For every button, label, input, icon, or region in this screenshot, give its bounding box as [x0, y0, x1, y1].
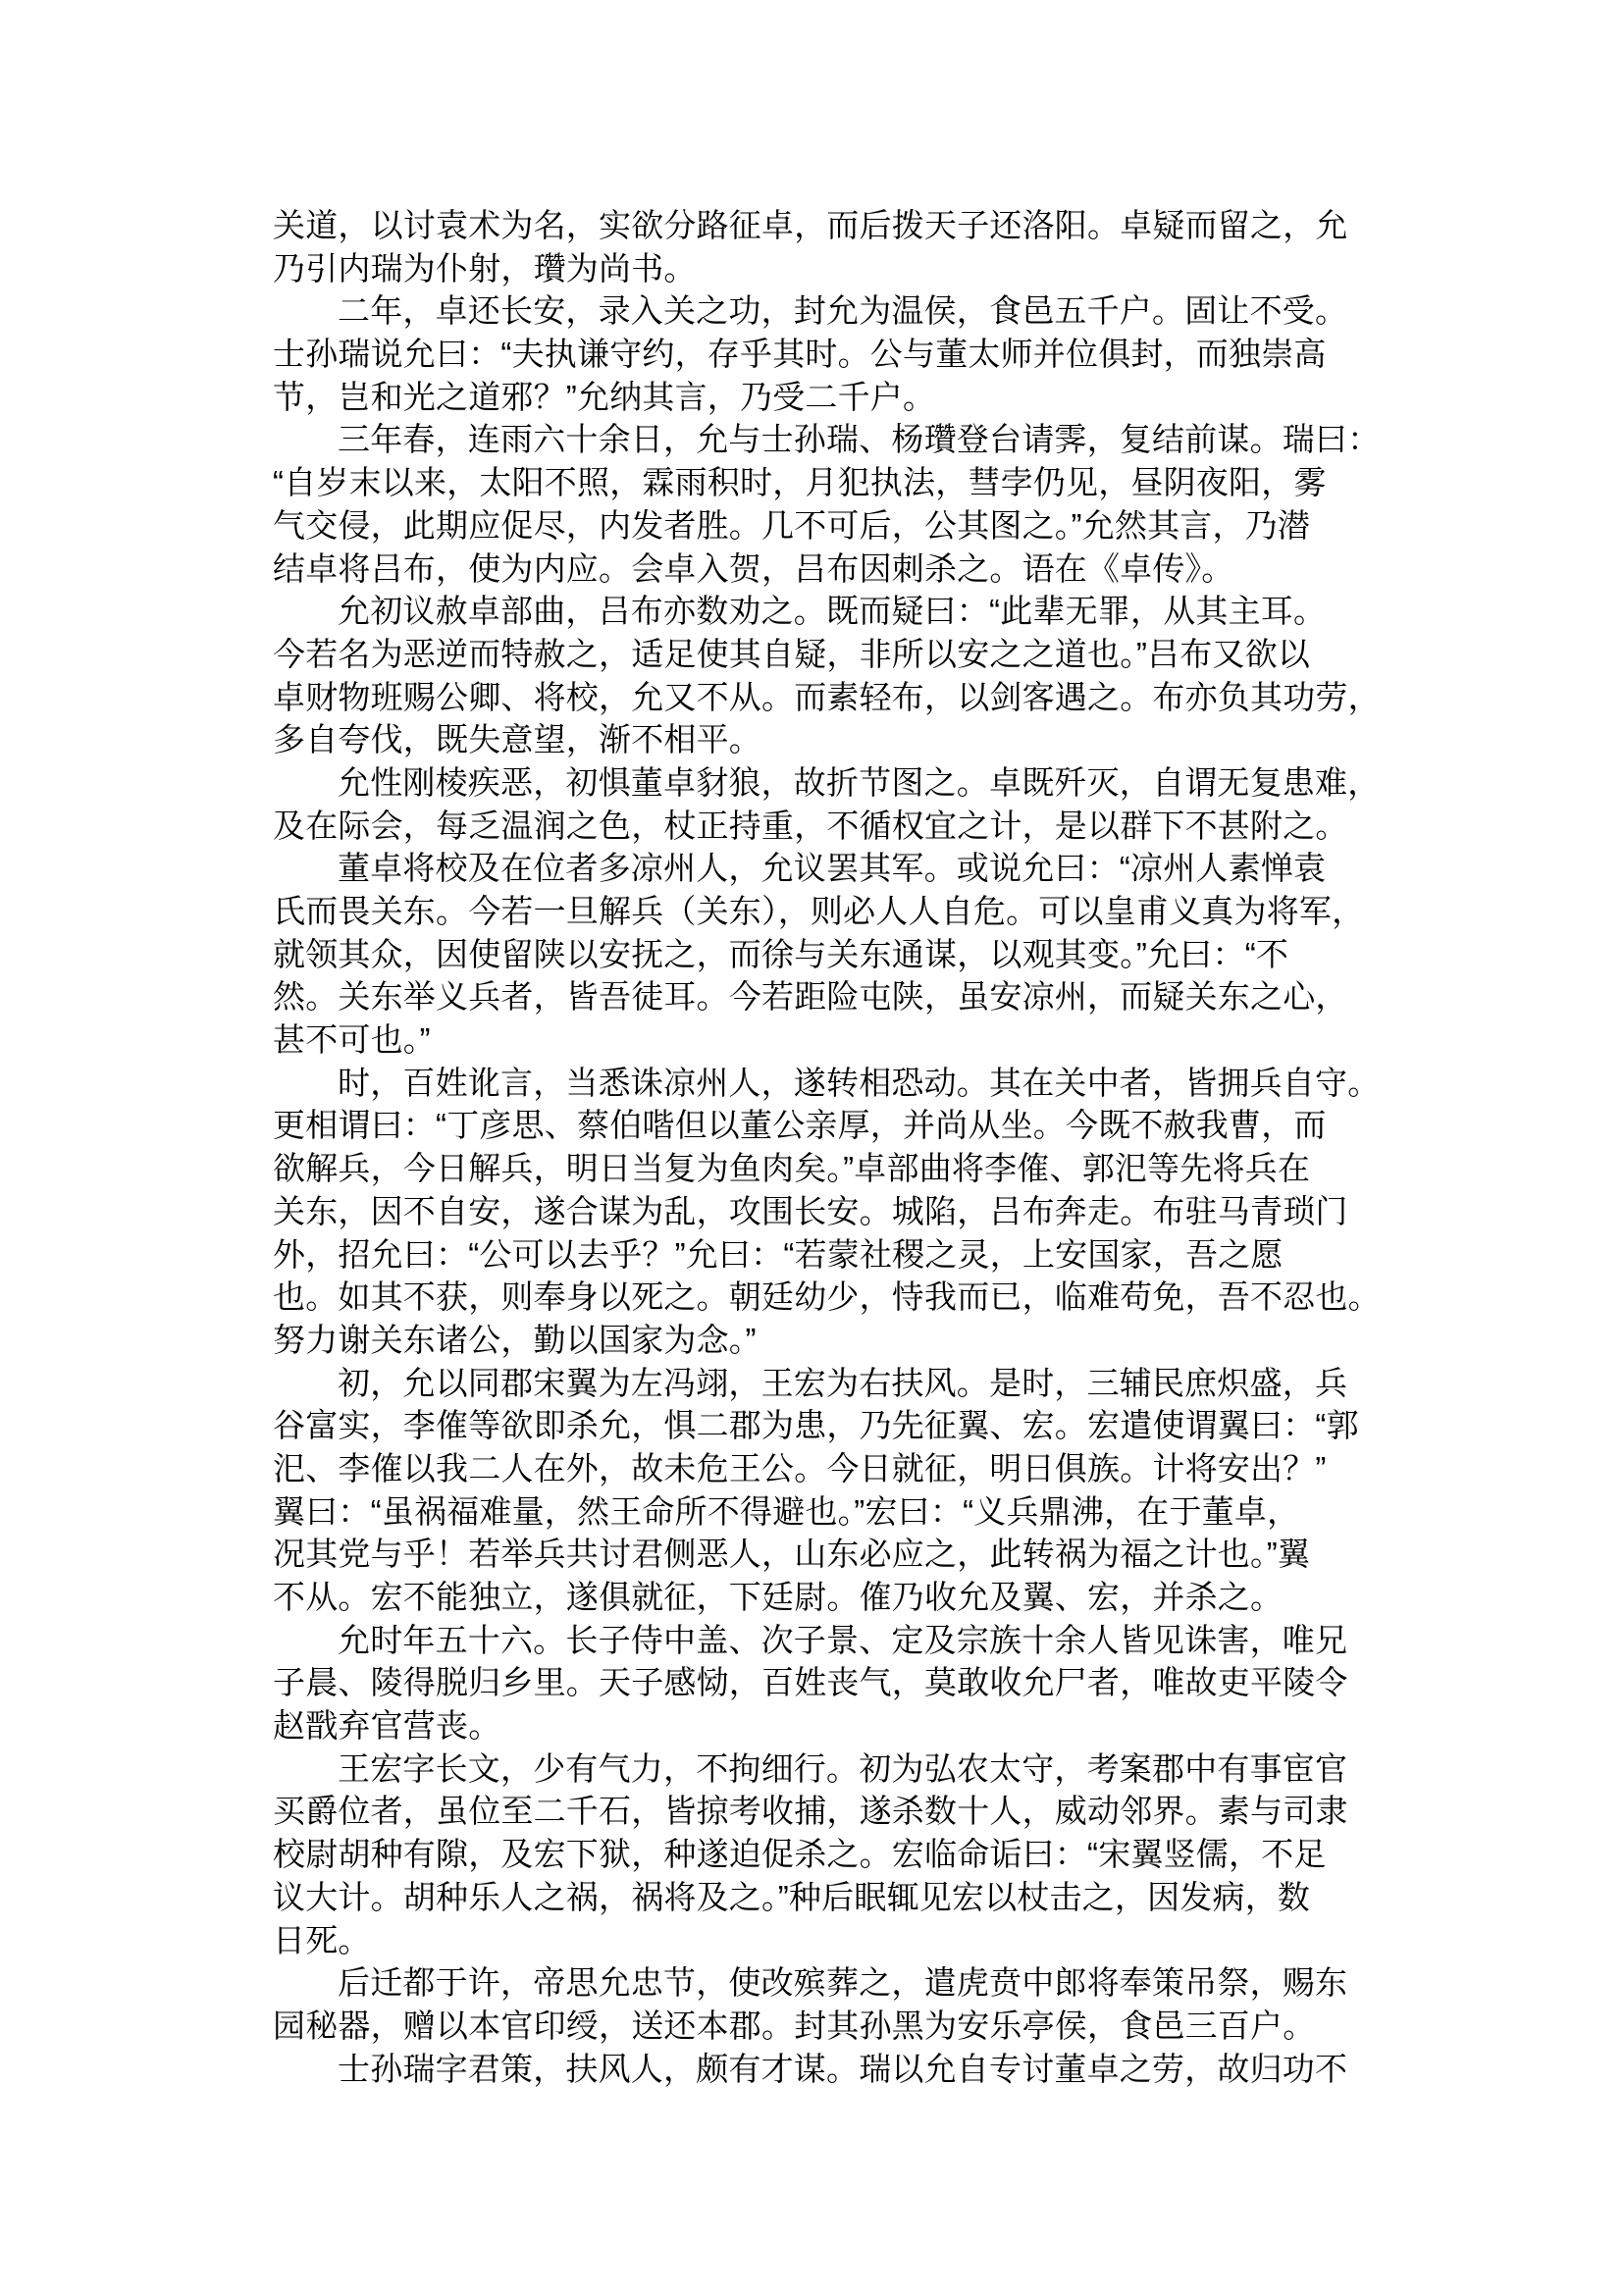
text-line: 后迁都于许，帝思允忠节，使改殡葬之，遣虎贲中郎将奉策吊祭，赐东 — [338, 1964, 1348, 2002]
text-line: 议大计。胡种乐人之祸，祸将及之。”种后眠辄见宏以杖击之，因发病，数 — [273, 1878, 1311, 1915]
text-line: 初，允以同郡宋翼为左冯翊，王宏为右扶风。是时，三辅民庶炽盛，兵 — [338, 1364, 1348, 1401]
text-line: 王宏字长文，少有气力，不拘细行。初为弘农太守，考案郡中有事宦官 — [338, 1749, 1348, 1787]
text-line: 校尉胡种有隙，及宏下狱，种遂迫促杀之。宏临命诟曰：“宋翼竖儒，不足 — [273, 1836, 1327, 1873]
text-line: 不从。宏不能独立，遂俱就征，下廷尉。傕乃收允及翼、宏，并杀之。 — [273, 1579, 1283, 1615]
text-line: 及在际会，每乏温润之色，杖正持重，不循权宜之计，是以群下不甚附之。 — [273, 807, 1348, 844]
text-line: 汜、李傕以我二人在外，故未危王公。今日就征，明日俱族。计将安出？” — [273, 1449, 1327, 1486]
text-line: 时，百姓讹言，当悉诛凉州人，遂转相恐动。其在关中者，皆拥兵自守。 — [338, 1064, 1381, 1101]
text-line: 也。如其不获，则奉身以死之。朝廷幼少，恃我而已，临难苟免，吾不忍也。 — [273, 1278, 1381, 1316]
text-line: 欲解兵，今日解兵，明日当复为鱼肉矣。”卓部曲将李傕、郭汜等先将兵在 — [273, 1150, 1311, 1187]
text-line: 况其党与乎！若举兵共讨君侧恶人，山东必应之，此转祸为福之计也。”翼 — [273, 1536, 1311, 1573]
text-line: 节，岂和光之道邪？”允纳其言，乃受二千户。 — [273, 378, 936, 415]
text-line: 乃引内瑞为仆射，瓚为尚书。 — [273, 249, 697, 287]
text-line: 然。关东举义兵者，皆吾徒耳。今若距险屯陕，虽安凉州，而疑关东之心， — [273, 978, 1348, 1016]
text-line: 买爵位者，虽位至二千石，皆掠考收捕，遂杀数十人，威动邻界。素与司隶 — [273, 1793, 1348, 1830]
text-line: 氏而畏关东。今若一旦解兵（关东），则必人人自危。可以皇甫义真为将军， — [273, 893, 1365, 929]
text-line: “自岁末以来，太阳不照，霖雨积时，月犯执法，彗孛仍见，昼阴夜阳，雾 — [273, 464, 1327, 501]
text-line: 今若名为恶逆而特赦之，适足使其自疑，非所以安之之道也。”吕布又欲以 — [273, 635, 1311, 672]
text-line: 园秘器，赠以本官印绶，送还本郡。封其孙黑为安乐亭侯，食邑三百户。 — [273, 2007, 1316, 2044]
text-line: 赵戬弃官营丧。 — [273, 1707, 501, 1745]
text-line: 二年，卓还长安，录入关之功，封允为温侯，食邑五千户。固让不受。 — [338, 292, 1348, 330]
text-line: 多自夸伐，既失意望，渐不相平。 — [273, 721, 761, 758]
text-line: 外，招允曰：“公可以去乎？”允曰：“若蒙社稷之灵，上安国家，吾之愿 — [273, 1235, 1283, 1273]
text-line: 董卓将校及在位者多凉州人，允议罢其军。或说允曰：“凉州人素惮袁 — [338, 850, 1327, 887]
text-line: 更相谓曰：“丁彦思、蔡伯喈但以董公亲厚，并尚从坐。今既不赦我曹，而 — [273, 1107, 1327, 1144]
text-line: 谷富实，李傕等欲即杀允，惧二郡为患，乃先征翼、宏。宏遣使谓翼曰：“郭 — [273, 1407, 1359, 1444]
text-line: 关东，因不自安，遂合谋为乱，攻围长安。城陷，吕布奔走。布驻马青琐门 — [273, 1192, 1348, 1229]
text-line: 甚不可也。” — [273, 1021, 431, 1059]
text-line: 翼曰：“虽祸福难量，然王命所不得避也。”宏曰：“义兵鼎沸，在于董卓， — [273, 1492, 1300, 1530]
text-line: 允初议赦卓部曲，吕布亦数劝之。既而疑曰：“此辈无罪，从其主耳。 — [338, 593, 1327, 630]
text-line: 结卓将吕布，使为内应。会卓入贺，吕布因刺杀之。语在《卓传》。 — [273, 549, 1234, 587]
text-line: 卓财物班赐公卿、将校，允又不从。而素轻布，以剑客遇之。布亦负其功劳， — [273, 678, 1381, 715]
text-line: 三年春，连雨六十余日，允与士孙瑞、杨瓚登台请霁，复结前谋。瑞曰： — [338, 421, 1381, 458]
text-line: 日死。 — [273, 1921, 371, 1958]
text-line: 关道，以讨袁术为名，实欲分路征卓，而后拨天子还洛阳。卓疑而留之，允 — [273, 207, 1348, 243]
text-line: 允时年五十六。长子侍中盖、次子景、定及宗族十余人皆见诛害，唯兄 — [338, 1621, 1348, 1658]
text-line: 努力谢关东诸公，勤以国家为念。” — [273, 1321, 757, 1358]
text-line: 士孙瑞说允曰：“夫执谦守约，存乎其时。公与董太师并位俱封，而独崇高 — [273, 336, 1327, 373]
text-line: 气交侵，此期应促尽，内发者胜。几不可后，公其图之。”允然其言，乃潜 — [273, 506, 1311, 544]
text-line: 士孙瑞字君策，扶风人，颇有才谋。瑞以允自专讨董卓之劳，故归功不 — [338, 2050, 1348, 2087]
text-line: 就领其众，因使留陕以安抚之，而徐与关东通谋，以观其变。”允曰：“不 — [273, 935, 1289, 972]
body-text — [273, 204, 1391, 2090]
text-line: 允性刚棱疾恶，初惧董卓豺狼，故折节图之。卓既歼灭，自谓无复患难， — [338, 763, 1381, 801]
text-line: 子晨、陵得脱归乡里。天子感恸，百姓丧气，莫敢收允尸者，唯故吏平陵令 — [273, 1664, 1348, 1701]
